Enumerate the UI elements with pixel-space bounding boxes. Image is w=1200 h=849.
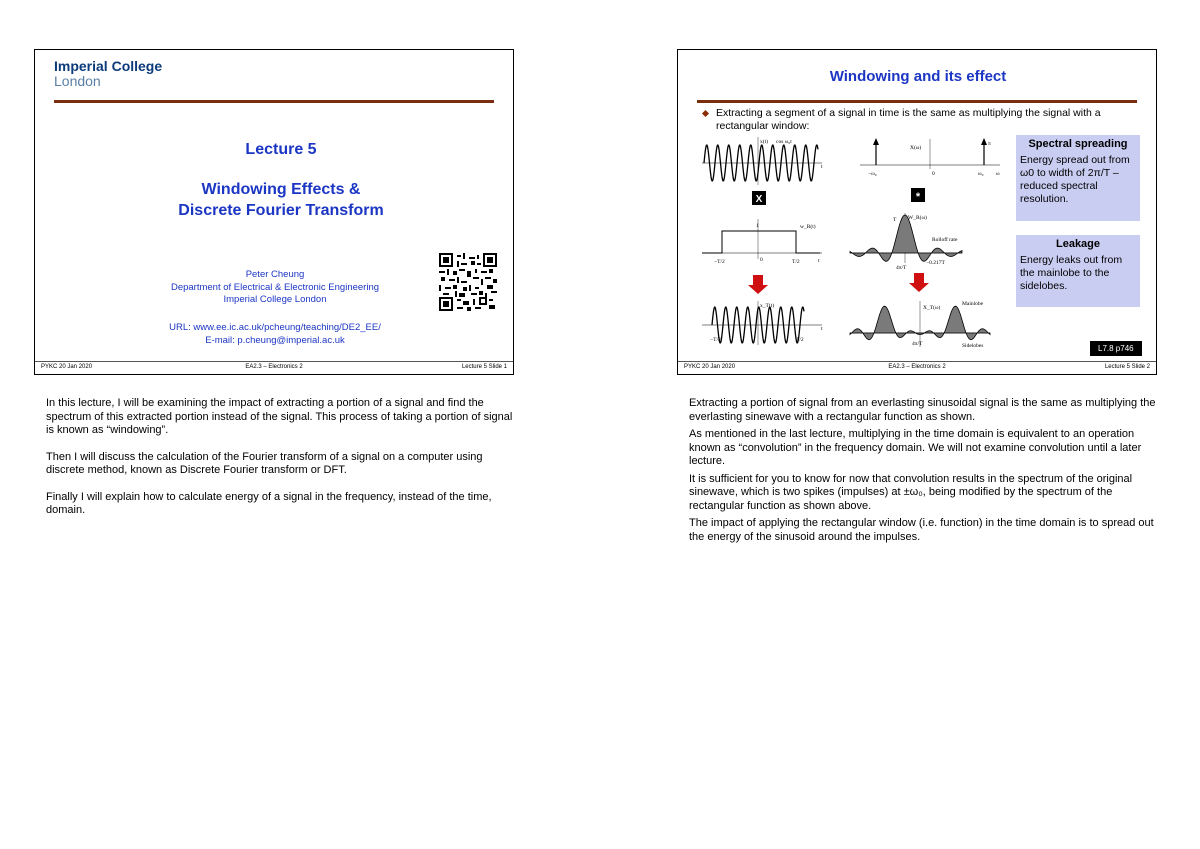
bullet-text: Extracting a segment of a signal in time is the same as multiplying the signal with a rectangular window: xyxy=(716,107,1101,132)
windowed-spectrum xyxy=(850,301,990,349)
footer-course: EA2.3 – Electronics 2 xyxy=(245,364,303,370)
url-link[interactable]: URL: www.ee.ic.ac.uk/pcheung/teaching/DE2_EE/ xyxy=(169,322,381,333)
qr-code-icon xyxy=(439,253,497,311)
xt-label: x(t) xyxy=(760,139,768,145)
XT-label: X_T(ω) xyxy=(923,305,941,311)
email-link[interactable]: E-mail: p.cheung@imperial.ac.uk xyxy=(205,334,345,346)
slide-2 xyxy=(677,49,1157,375)
rect-window-plot xyxy=(702,219,822,265)
note-paragraph: Extracting a portion of signal from an everlasting sinusoidal signal is the same as multiplying the everlasting sinewave with a rectangular function as shown. xyxy=(689,397,1156,423)
logo-line1: Imperial College xyxy=(54,58,163,74)
red-arrow-down-icon xyxy=(909,273,929,292)
callout-leakage-body: Energy leaks out from the mainlobe to the sidelobes. xyxy=(1020,254,1123,292)
department: Department of Electrical & Electronic Engineering xyxy=(170,281,380,293)
notes-left xyxy=(46,397,516,531)
slide2-bullet xyxy=(716,107,1136,132)
note-paragraph: Then I will discuss the calculation of the Fourier transform of a signal on a computer using discrete method, known as Discrete Fourier transform or DFT. xyxy=(46,450,483,476)
footer-date: PYKC 20 Jan 2020 xyxy=(41,364,93,370)
footer-slide-number: Lecture 5 Slide 2 xyxy=(1104,364,1150,370)
slide2-divider xyxy=(697,100,1137,103)
sidelobes-label: Sidelobes xyxy=(962,343,984,349)
windowed-sinusoid-plot xyxy=(702,301,823,345)
footer-date: PYKC 20 Jan 2020 xyxy=(684,364,736,370)
minusT2-label-1: −T/2 xyxy=(714,259,725,265)
contact-block xyxy=(35,322,515,347)
sinc-spectrum xyxy=(850,213,962,271)
title-line2: Discrete Fourier Transform xyxy=(178,202,384,219)
db-label: −0.217T xyxy=(926,260,945,266)
Xw-label: X(ω) xyxy=(910,145,922,151)
footer-course: EA2.3 – Electronics 2 xyxy=(888,364,946,370)
bullet-diamond-icon xyxy=(702,110,709,117)
WR-label: W_R(ω) xyxy=(908,215,927,221)
cos-label: cos ω₀t xyxy=(776,139,792,145)
t-label-1: t xyxy=(821,164,823,170)
slide1-title xyxy=(35,179,527,221)
T-label: T xyxy=(893,217,897,223)
footer-slide-number: Lecture 5 Slide 1 xyxy=(461,364,507,370)
logo-line2: London xyxy=(54,73,101,89)
callout-leakage xyxy=(1016,235,1140,307)
rolloff-label: Rolloff rate xyxy=(932,237,958,243)
lecture-number: Lecture 5 xyxy=(245,141,317,158)
t-label-3: t xyxy=(821,326,823,332)
w0-label: ω₀ xyxy=(978,171,984,177)
notes-right xyxy=(689,397,1159,548)
title-line1: Windowing Effects & xyxy=(201,181,361,198)
red-arrow-down-icon xyxy=(748,275,768,294)
sinusoid-plot xyxy=(702,137,823,185)
callout-spreading-title: Spectral spreading xyxy=(1028,138,1128,150)
slide1-divider xyxy=(54,100,494,103)
impulse-spectrum xyxy=(860,138,1000,177)
note-paragraph: In this lecture, I will be examining the impact of extracting a portion of a signal and find the spectrum of this extracted portion instead of the signal. This process of taking a portion of signal is known as “windowing”. xyxy=(46,397,513,436)
imperial-logo xyxy=(54,59,162,89)
note-paragraph: As mentioned in the last lecture, multiplying in the time domain is equivalent to an operation known as “convolution” in the frequency domain. We will not examine convolution until a later lecture. xyxy=(689,428,1142,467)
slide2-title: Windowing and its effect xyxy=(829,68,1007,85)
zero-label-2: 0 xyxy=(760,257,763,263)
slide1-footer xyxy=(35,361,513,374)
note-paragraph: It is sufficient for you to know for now that convolution results in the spectrum of the original sinewave, which is two spikes (impulses) at ±ω₀, being modified by the spectrum of the rectangular function as shown above. xyxy=(689,472,1133,512)
slide-1 xyxy=(34,49,514,375)
note-paragraph: The impact of applying the rectangular window (i.e. function) in the time domain is to spread out the energy of the sinusoid around the impulses. xyxy=(689,517,1154,543)
multiply-symbol: X xyxy=(755,194,763,205)
slide2-footer xyxy=(678,361,1156,374)
callout-spreading-body: Energy spread out from ω0 to width of 2π/T – reduced spectral resolution. xyxy=(1020,154,1130,205)
convolve-symbol: * xyxy=(915,191,921,203)
pi-label: π xyxy=(988,141,991,147)
twopi-label: 4π/T xyxy=(896,265,907,271)
note-paragraph: Finally I will explain how to calculate energy of a signal in the frequency, instead of the time, domain. xyxy=(46,490,492,516)
T2-label-1: T/2 xyxy=(792,259,800,265)
mainlobe-label: Mainlobe xyxy=(962,301,984,307)
reference-badge: L7.8 p746 xyxy=(1090,341,1142,356)
author-name: Peter Cheung xyxy=(245,269,305,280)
windowing-figures xyxy=(700,135,1010,350)
w-label-1: ω xyxy=(996,171,1000,177)
xT-label: x_T(t) xyxy=(760,303,775,309)
wR-label: w_R(t) xyxy=(800,224,816,230)
zero-label-1: 0 xyxy=(932,171,935,177)
one-label: 1 xyxy=(756,223,759,229)
minus-w0-label: −ω₀ xyxy=(868,171,877,177)
callout-leakage-title: Leakage xyxy=(1055,238,1101,250)
t-label-2: t xyxy=(818,258,820,264)
T2-label-2: T/2 xyxy=(796,337,804,343)
minusT2-label-2: −T/2 xyxy=(710,337,721,343)
twopi-label-2: 4π/T xyxy=(912,341,923,347)
callout-spectral-spreading xyxy=(1016,135,1140,221)
institution: Imperial College London xyxy=(223,294,327,305)
